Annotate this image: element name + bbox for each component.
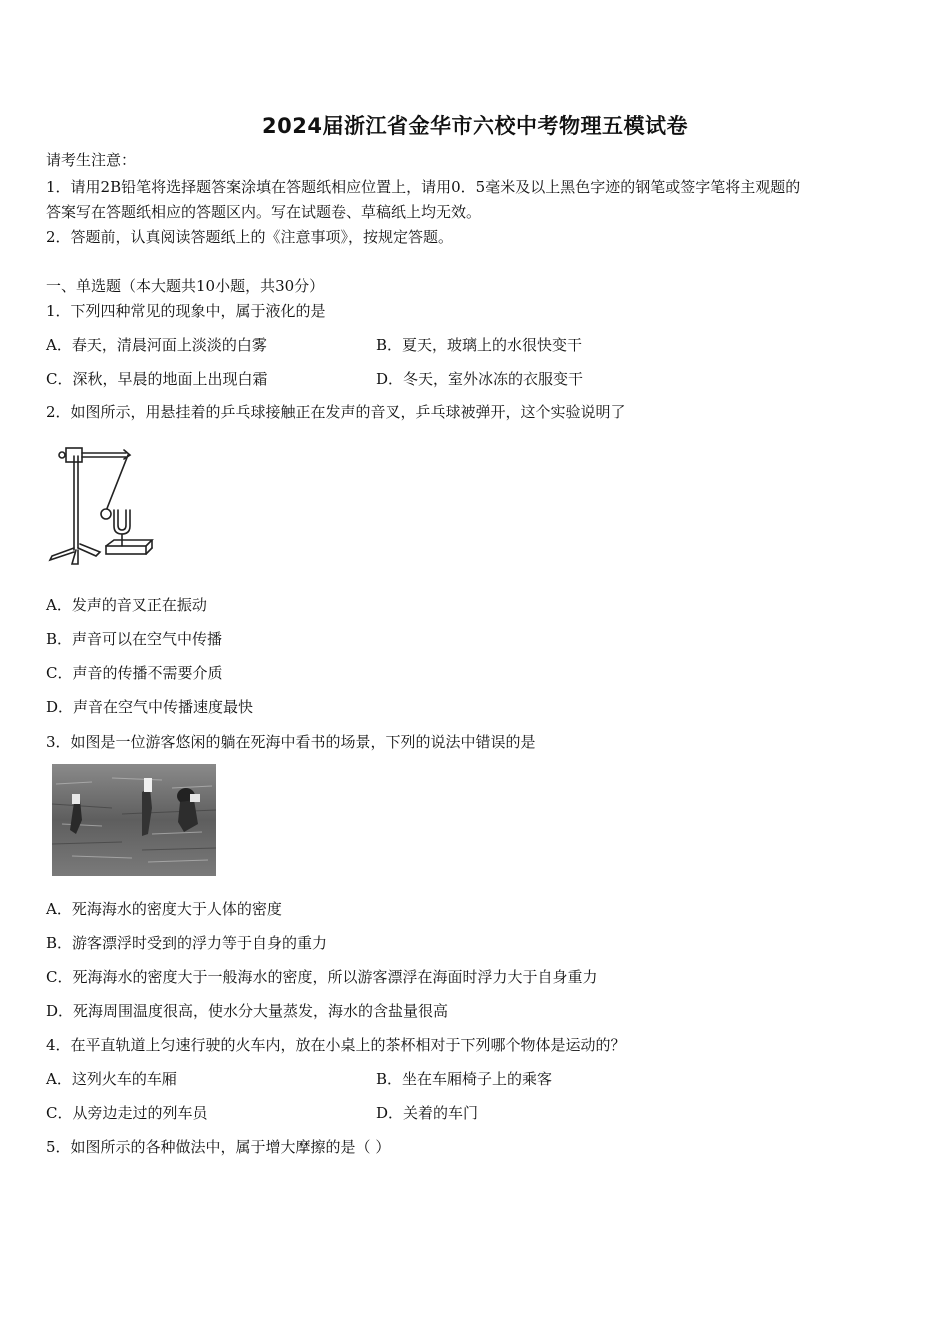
- q1-option-a: A．春天，清晨河面上淡淡的白雾: [46, 336, 267, 354]
- q4-option-d: D．关着的车门: [376, 1104, 479, 1122]
- question-5-stem: 5．如图所示的各种做法中，属于增大摩擦的是（ ）: [46, 1138, 391, 1156]
- page-title: 2024届浙江省金华市六校中考物理五模试卷: [262, 114, 688, 138]
- notice-heading: 请考生注意：: [46, 151, 137, 169]
- dead-sea-photo: [52, 764, 216, 876]
- tuning-fork-figure: [44, 438, 160, 570]
- q1-option-b: B．夏天，玻璃上的水很快变干: [376, 336, 583, 354]
- notice-item-1-line-2: 答案写在答题纸相应的答题区内。写在试题卷、草稿纸上均无效。: [46, 203, 482, 221]
- q1-option-d: D．冬天，室外冰冻的衣服变干: [376, 370, 584, 388]
- q2-option-c: C．声音的传播不需要介质: [46, 664, 223, 682]
- q4-option-b: B．坐在车厢椅子上的乘客: [376, 1070, 553, 1088]
- q4-option-c: C．从旁边走过的列车员: [46, 1104, 208, 1122]
- q3-option-d: D．死海周围温度很高，使水分大量蒸发，海水的含盐量很高: [46, 1002, 449, 1020]
- question-3-stem: 3．如图是一位游客悠闲的躺在死海中看书的场景，下列的说法中错误的是: [46, 733, 536, 751]
- question-2-stem: 2．如图所示，用悬挂着的乒乓球接触正在发声的音叉，乒乓球被弹开，这个实验说明了: [46, 403, 626, 421]
- q3-option-c: C．死海海水的密度大于一般海水的密度，所以游客漂浮在海面时浮力大于自身重力: [46, 968, 598, 986]
- q2-option-b: B．声音可以在空气中传播: [46, 630, 223, 648]
- question-4-stem: 4．在平直轨道上匀速行驶的火车内，放在小桌上的茶杯相对于下列哪个物体是运动的？: [46, 1036, 626, 1054]
- q4-option-a: A．这列火车的车厢: [46, 1070, 177, 1088]
- q3-option-b: B．游客漂浮时受到的浮力等于自身的重力: [46, 934, 328, 952]
- notice-item-1-line-1: 1．请用2B铅笔将选择题答案涂填在答题纸相应位置上，请用0．5毫米及以上黑色字迹的钢笔或签字笔将主观题的: [46, 178, 801, 196]
- notice-item-2: 2．答题前，认真阅读答题纸上的《注意事项》，按规定答题。: [46, 228, 454, 246]
- section-heading: 一、单选题（本大题共10小题，共30分）: [46, 277, 325, 295]
- q3-option-a: A．死海海水的密度大于人体的密度: [46, 900, 282, 918]
- q2-option-a: A．发声的音叉正在振动: [46, 596, 207, 614]
- q1-option-c: C．深秋，早晨的地面上出现白霜: [46, 370, 268, 388]
- q2-option-d: D．声音在空气中传播速度最快: [46, 698, 254, 716]
- question-1-stem: 1．下列四种常见的现象中，属于液化的是: [46, 302, 326, 320]
